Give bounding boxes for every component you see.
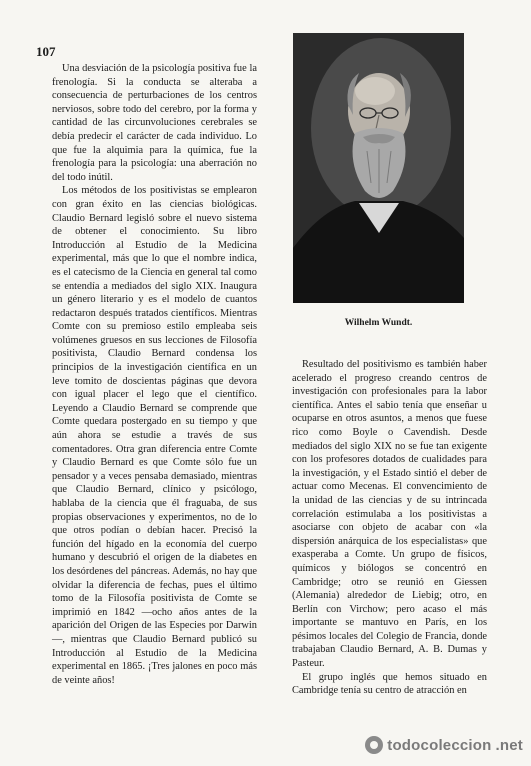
page-number: 107 [36,44,56,59]
right-text-column [292,358,487,698]
paragraph-claudio-bernard: Los métodos de los positivistas se emplearon con gran éxito en las ciencias biológicas. Claudio Bernard legisló sobre el nuevo sistema de obtener el conocimiento. Su libro Introducción al Estudio de la Medicina experimental, más que lo que el nombre indica, es el catecismo de la Ciencia en general tal como se entendía a mediados del siglo XIX. Inaugura un género literario y es el modelo de cuantos redactaron después tratados científicos. Mientras Comte con su premioso estilo empleaba seis volúmenes gruesos en sus lecciones de Filosofía positivista, Claudio Bernard condensa los principios de la investigación científica en un leve tomito de doscientas páginas que devora con igual placer el lego que el científico. Leyendo a Claudio Bernard se comprende que Comte quedara postergado en su tiempo y que aún ahora se estudie a través de sus comentadores. Otra gran diferencia entre Comte y Claudio Bernard es que Comte sólo fue un pensador y a veces pensaba demasiado, mientras que Claudio Bernard, clínico y psicólogo, hablaba de la ciencia que él fraguaba, de sus propias observaciones y experimentos, no de lo que otros podían o debían hacer. Precisó la función del hígado en la economía del cuerpo humano y descubrió el origen de la diabetes en los desórdenes del páncreas. Además, no hay que olvidar la diferencia de fechas, pues el último tomo de la Filosofía positivista de Comte se imprimió en 1842 —ocho años antes de la aparición del Origen de las Especies por Darwin—, mientras que Claudio Bernard publicó su Introducción al Estudio de la Medicina experimental en 1865. ¡Tres jalones en poco más de veinte años! [52,185,257,686]
portrait-photo [293,33,464,303]
watermark [365,736,523,754]
figure-caption: Wilhelm Wundt. [344,318,413,328]
paragraph-phrenology: Una desviación de la psicología positiva fue la frenología. Si la conducta se alteraba a consecuencia de perturbaciones de los centros nerviosos, sobre todo del cerebro, por la forma y cantidad de las circunvoluciones cerebrales se debía predecir el carácter de cada individuo. Lo que fue la alquimia para la química, fue la frenología para la psicología: una aberración no del todo inútil. [52,63,257,183]
todocoleccion-logo-icon [365,736,383,754]
paragraph-positivism-result: Resultado del positivismo es también haber acelerado el progreso creando centros de investigación con profesionales para la labor científica. Antes el sabio tenía que enseñar u ocuparse en otros asuntos, a menos que fuese rico como Boyle o Cavendish. Desde mediados del siglo XIX no se fue tan exigente con los profesores dotados de cualidades para la investigación, y el Estado sintió el deber de actuar como Mecenas. El convencimiento de la unidad de las ciencias y de su intrincada correlación estimulaba a los positivistas a asociarse con objeto de acabar con «la dispersión anárquica de los especialistas» que exasperaba a Comte. Un grupo de físicos, químicos y biólogos se concentró en Cambridge; otro se reunió en Giessen (Alemania) alrededor de Liebig; otro, en Berlín con Virchow; pero acaso el más importante se mantuvo en París, en los pésimos locales del Colegio de Francia, donde trabajaban Claudio Bernard, A. B. Dumas y Pasteur. [292,359,487,670]
watermark-tld: .net [495,736,523,754]
paragraph-cambridge-group: El grupo inglés que hemos situado en Cambridge tenía su centro de atracción en [292,671,487,697]
watermark-brand: todocoleccion [387,736,492,754]
portrait-illustration [293,33,464,303]
left-text-column [52,62,257,687]
